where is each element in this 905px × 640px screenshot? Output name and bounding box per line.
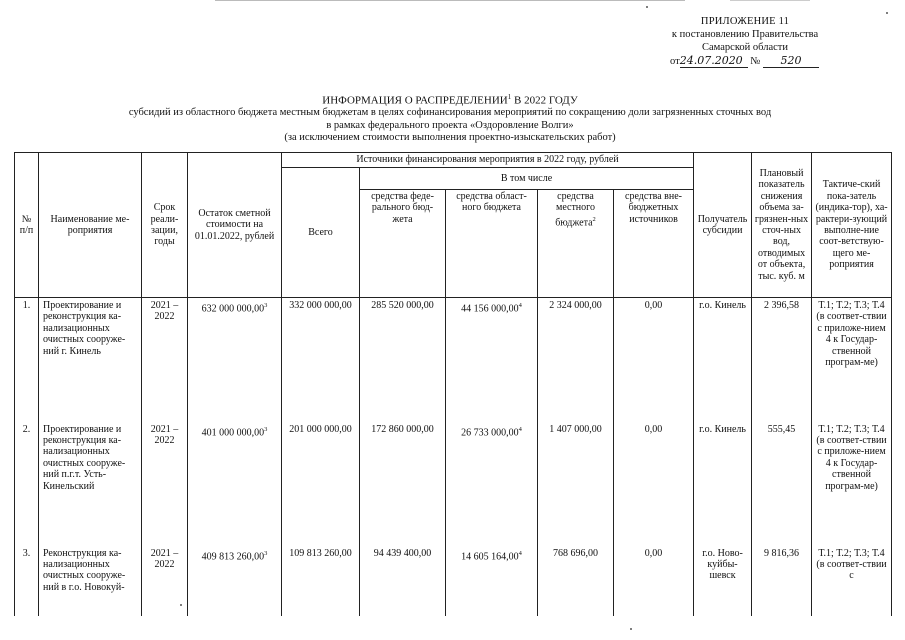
row-balance: [188, 422, 282, 546]
row-total: 109 813 260,00: [282, 546, 360, 616]
row-tactical: Т.1; Т.2; Т.3; Т.4 (в соответ-ствии с приложе-нием 4 к Государ-ственной програм-ме): [812, 422, 892, 546]
row-balance-value: 401 000 000,00: [201, 426, 265, 438]
row-balance-value: 409 813 260,00: [201, 550, 265, 562]
handwritten-date: 24.07.2020: [680, 54, 748, 68]
row-num: 1.: [15, 298, 39, 422]
row-regional: [446, 298, 538, 422]
row-recipient: г.о. Кинель: [694, 422, 752, 546]
row-planned: 2 396,58: [752, 298, 812, 422]
header-local-text: средства местного бюджета: [555, 191, 596, 229]
number-label: №: [750, 56, 761, 67]
heading-main: [60, 91, 840, 107]
row-regional-value: 26 733 000,00: [461, 426, 519, 438]
row-planned: 9 816,36: [752, 546, 812, 616]
table-row: [15, 422, 892, 546]
scan-speck: [630, 628, 632, 630]
row-regional-value: 14 605 164,00: [461, 550, 519, 562]
row-balance-footnote: 3: [264, 425, 268, 433]
row-regional: [446, 422, 538, 546]
header-recipient: Получатель субсидии: [694, 153, 752, 298]
heading-main-prefix: ИНФОРМАЦИЯ О РАСПРЕДЕЛЕНИИ: [322, 94, 508, 107]
row-tactical: Т.1; Т.2; Т.3; Т.4 (в соответ-ствии с приложе-нием 4 к Государ-ственной програм-ме): [812, 298, 892, 422]
appendix-block: [640, 15, 850, 68]
row-tactical: Т.1; Т.2; Т.3; Т.4 (в соответ-ствии с: [812, 546, 892, 616]
header-tactical: Тактиче-ский пока-затель (индика-тор), ха-рактери-зующий выполне-ние соот-ветствую-щего ме-роприятия: [812, 153, 892, 298]
scan-edge-line: [730, 0, 810, 1]
appendix-line-2: Самарской области: [702, 42, 788, 53]
row-federal: 285 520 000,00: [360, 298, 446, 422]
row-federal: 172 860 000,00: [360, 422, 446, 546]
row-extra: 0,00: [614, 422, 694, 546]
appendix-title: ПРИЛОЖЕНИЕ 11: [700, 16, 790, 27]
row-regional: [446, 546, 538, 616]
heading-main-suffix: В 2022 ГОДУ: [511, 94, 578, 107]
heading-line-4: (за исключением стоимости выполнения проектно-изыскательских работ): [284, 132, 616, 144]
table-row: [15, 298, 892, 422]
scan-edge-line: [215, 0, 685, 1]
row-name: Проектирование и реконструкция ка-нализационных очистных сооруже-ний г. Кинель: [39, 298, 142, 422]
scan-speck: [886, 12, 888, 14]
heading-line-3: в рамках федерального проекта «Оздоровление Волги»: [326, 119, 574, 131]
row-regional-footnote: 4: [518, 302, 522, 309]
row-balance-footnote: 3: [264, 302, 268, 309]
row-regional-footnote: 4: [518, 549, 522, 557]
appendix-date-number: [640, 54, 850, 68]
row-term: 2021 – 2022: [142, 546, 188, 616]
document-heading: [60, 91, 840, 145]
table-row: [15, 546, 892, 616]
row-term: 2021 – 2022: [142, 298, 188, 422]
handwritten-number: 520: [763, 54, 819, 68]
header-planned: Плановый показатель снижения объема за-грязнен-ных сточ-ных вод, отводимых от объекта, тыс. куб. м: [752, 153, 812, 298]
appendix-line-1: к постановлению Правительства: [671, 29, 819, 40]
row-extra: 0,00: [614, 298, 694, 422]
row-num: 3.: [15, 546, 39, 616]
header-local-footnote: 2: [592, 215, 596, 223]
row-name: Проектирование и реконструкция ка-нализационных очистных сооруже-ний п.г.т. Усть-Кинельский: [39, 422, 142, 546]
row-balance: [188, 298, 282, 422]
row-planned: 555,45: [752, 422, 812, 546]
row-recipient: г.о. Кинель: [694, 298, 752, 422]
row-federal: 94 439 400,00: [360, 546, 446, 616]
row-balance: [188, 546, 282, 616]
from-label: от: [670, 56, 680, 67]
header-term: Срок реали-зации, годы: [142, 153, 188, 298]
row-local: 768 696,00: [538, 546, 614, 616]
row-total: 201 000 000,00: [282, 422, 360, 546]
row-recipient: г.о. Ново-куйбы-шевск: [694, 546, 752, 616]
header-balance: Остаток сметной стоимости на 01.01.2022, рублей: [188, 153, 282, 298]
header-regional: средства област-ного бюджета: [446, 190, 538, 298]
header-local: [538, 190, 614, 298]
row-extra: 0,00: [614, 546, 694, 616]
row-local: 1 407 000,00: [538, 422, 614, 546]
row-balance-footnote: 3: [264, 549, 268, 557]
row-total: 332 000 000,00: [282, 298, 360, 422]
header-sources: Источники финансирования мероприятия в 2022 году, рублей: [282, 153, 694, 168]
header-federal: средства феде-рального бюд-жета: [360, 190, 446, 298]
header-including: В том числе: [360, 168, 694, 190]
row-term: 2021 – 2022: [142, 422, 188, 546]
heading-line-2: субсидий из областного бюджета местным бюджетам в целях софинансирования мероприятий по сокращению доли загрязненных сточных вод: [128, 107, 772, 119]
header-extra: средства вне-бюджетных источников: [614, 190, 694, 298]
row-name: Реконструкция ка-нализационных очистных сооруже-ний в г.о. Новокуй-: [39, 546, 142, 616]
header-num: № п/п: [15, 153, 39, 298]
row-regional-value: 44 156 000,00: [461, 303, 519, 315]
row-balance-value: 632 000 000,00: [201, 303, 265, 315]
row-num: 2.: [15, 422, 39, 546]
row-regional-footnote: 4: [518, 425, 522, 433]
scan-speck: [646, 6, 648, 8]
header-name: Наименование ме-роприятия: [39, 153, 142, 298]
header-total: Всего: [282, 168, 360, 298]
heading-footnote-mark: 1: [507, 93, 512, 101]
row-local: 2 324 000,00: [538, 298, 614, 422]
distribution-table: [14, 152, 892, 616]
